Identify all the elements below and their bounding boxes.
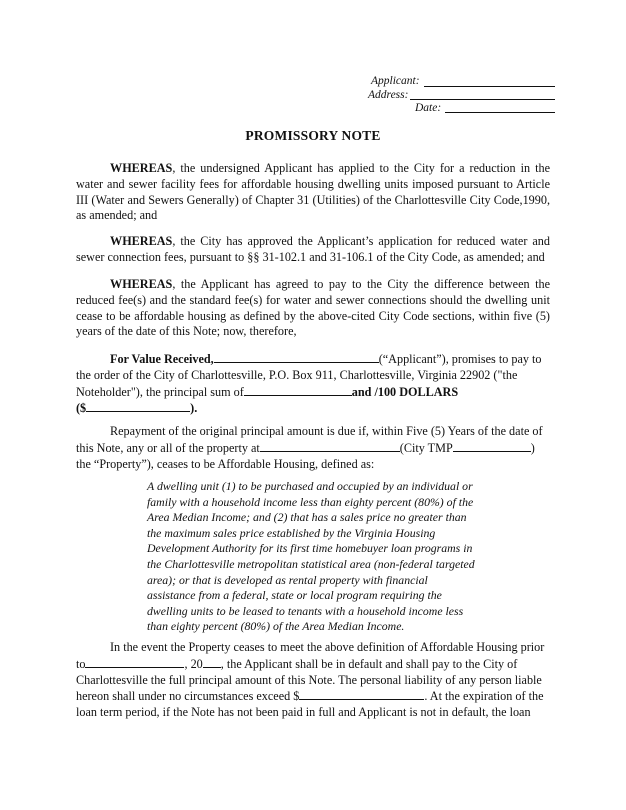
amount-close: ). bbox=[190, 401, 198, 416]
definition-line: than eighty percent (80%) of the Area Median Income. bbox=[147, 619, 405, 634]
definition-line: the Charlottesville metropolitan statistical area (non-federal targeted bbox=[147, 556, 475, 571]
liability-rest: . At the expiration of the bbox=[424, 689, 544, 704]
default-line-3: Charlottesville the full principal amount of this Note. The personal liability of any person liable bbox=[76, 672, 542, 687]
whereas-paragraph-1 bbox=[76, 161, 550, 224]
city-tmp-close: ) bbox=[530, 440, 535, 455]
whereas-paragraph-2 bbox=[76, 234, 550, 266]
whereas-lead: WHEREAS bbox=[110, 277, 173, 291]
default-year-label: , 20 bbox=[184, 656, 203, 671]
whereas-text: , the Applicant has agreed to pay to the City the difference between the reduced fee(s) and the standard fee(s) for water and sewer connections should the dwelling unit cease to be affordable housing as defined by the above-cited City Code sections, within five (5) years of the date of this Note; now, therefore, bbox=[76, 277, 550, 339]
amount-open: ($ bbox=[76, 401, 87, 416]
address-label: Address: bbox=[368, 89, 409, 101]
affordable-housing-definition bbox=[147, 479, 480, 635]
principal-sum-label: Noteholder"), the principal sum of bbox=[76, 384, 244, 399]
repayment-line-1: Repayment of the original principal amount is due if, within Five (5) Years of the date of bbox=[110, 424, 543, 438]
liability-amount-blank[interactable] bbox=[299, 688, 424, 700]
city-tmp-blank[interactable] bbox=[453, 440, 531, 452]
whereas-paragraph-3 bbox=[76, 277, 550, 340]
definition-line: the maximum sales price established by the Virginia Housing bbox=[147, 525, 436, 540]
principal-words-blank[interactable] bbox=[244, 384, 352, 396]
principal-amount-blank[interactable] bbox=[86, 400, 190, 412]
default-paragraph bbox=[76, 640, 550, 721]
whereas-text: , the undersigned Applicant has applied to the City for a reduction in the water and sewer facility fees for affordable housing dwelling units imposed pursuant to Article III (Water and Sewers Generally) of Chapter 31 (Utilities) of the Charlottesville City Code,1990, as amended; and bbox=[76, 161, 550, 223]
address-blank[interactable] bbox=[410, 99, 555, 100]
default-line-2-rest: , the Applicant shall be in default and shall pay to the City of bbox=[220, 656, 518, 671]
liability-label: hereon shall under no circumstances exceed $ bbox=[76, 689, 300, 704]
whereas-lead: WHEREAS bbox=[110, 161, 173, 175]
document-title: PROMISSORY NOTE bbox=[245, 128, 381, 143]
repayment-paragraph bbox=[76, 424, 550, 472]
applicant-label: Applicant: bbox=[371, 75, 420, 87]
definition-line: area); or that is developed as rental property with financial bbox=[147, 572, 428, 587]
value-received-lead: For Value Received, bbox=[110, 352, 214, 366]
definition-line: dwelling units to be leased to tenants with a household income less bbox=[147, 603, 464, 618]
definition-line: assistance from a federal, state or local program requiring the bbox=[147, 588, 442, 603]
property-label: this Note, any or all of the property at bbox=[76, 440, 260, 455]
property-address-blank[interactable] bbox=[260, 440, 400, 452]
definition-line: family with a household income less than eighty percent (80%) of the bbox=[147, 494, 474, 509]
definition-line: Area Median Income; and (2) that has a sales price no greater than bbox=[147, 510, 467, 525]
applicant-name-blank[interactable] bbox=[214, 351, 379, 363]
default-to-label: to bbox=[76, 656, 86, 671]
definition-line: A dwelling unit (1) to be purchased and occupied by an individual or bbox=[147, 479, 473, 493]
noteholder-address-line: the order of the City of Charlottesville, P.O. Box 911, Charlottesville, Virginia 22902 ("the bbox=[76, 367, 518, 382]
default-line-1: In the event the Property ceases to meet the above definition of Affordable Housing prior bbox=[110, 640, 545, 654]
dollars-label: and /100 DOLLARS bbox=[351, 384, 459, 399]
definition-line: Development Authority for its first time homebuyer loan programs in bbox=[147, 541, 473, 556]
default-line-5: loan term period, if the Note has not been paid in full and Applicant is not in default, the loan bbox=[76, 705, 531, 720]
value-received-paragraph bbox=[76, 351, 550, 417]
city-tmp-label: (City TMP bbox=[399, 440, 453, 455]
default-date-blank[interactable] bbox=[85, 656, 184, 668]
whereas-lead: WHEREAS bbox=[110, 234, 173, 248]
applicant-tag: (“Applicant”), promises to pay to bbox=[378, 352, 542, 366]
applicant-blank[interactable] bbox=[424, 86, 555, 87]
default-year-blank[interactable] bbox=[203, 656, 221, 668]
date-label: Date: bbox=[415, 102, 442, 114]
date-blank[interactable] bbox=[445, 112, 555, 113]
whereas-text: , the City has approved the Applicant’s application for reduced water and sewer connection fees, pursuant to §§ 31-102.1 and 31-106.1 of the City Code, as amended; and bbox=[76, 234, 550, 264]
repayment-line-3: the “Property”), ceases to be Affordable Housing, defined as: bbox=[76, 456, 375, 471]
